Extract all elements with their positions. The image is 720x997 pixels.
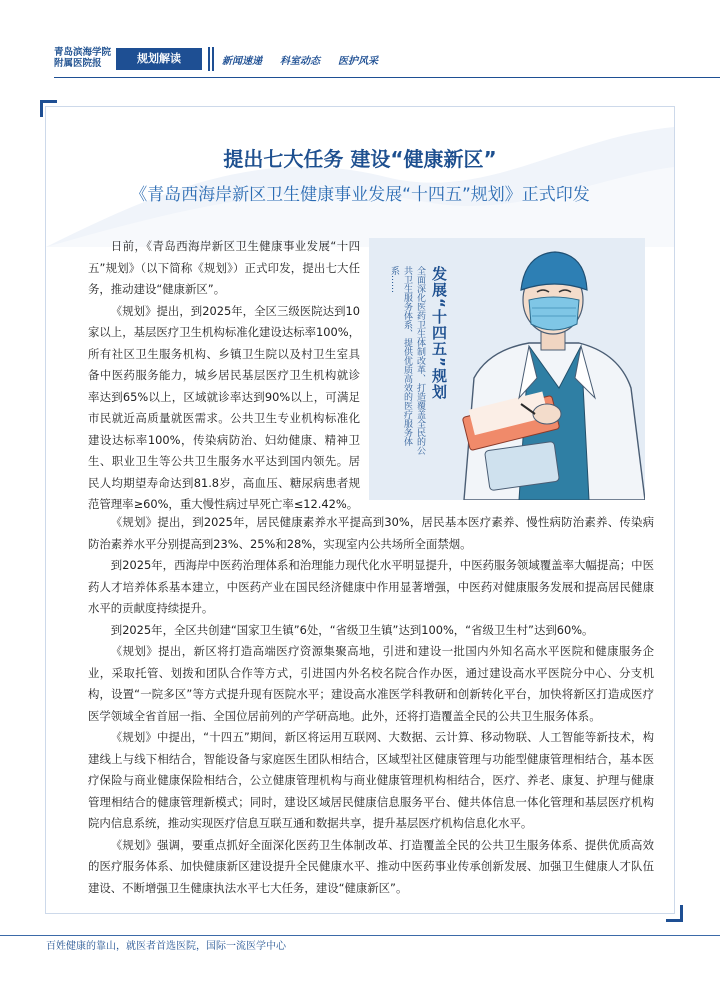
body-paragraph: 《规划》强调，要重点抓好全面深化医药卫生体制改革、打造覆盖全民的公共卫生服务体系、提供优质高效的医疗服务体系、加快健康新区建设提升全民健康水平、推动中医药事业传承创新发展、加强卫生健康人才队伍建设、不断增强卫生健康执法水平七大任务，建设“健康新区”。 (88, 837, 654, 895)
logo-line-2: 附属医院报 (54, 58, 102, 69)
divider-bars (208, 47, 214, 71)
decorative-wave (46, 107, 674, 247)
footer-slogan: 百姓健康的靠山，就医者首选医院，国际一流医学中心 (46, 941, 286, 952)
header-rule (54, 77, 720, 78)
article-title: 提出七大任务 建设“健康新区” (223, 147, 497, 171)
footer-rule (0, 935, 720, 936)
nav-item-news[interactable]: 新闻速递 (222, 56, 262, 67)
body-paragraph: 《规划》中提出，“十四五”期间，新区将运用互联网、大数据、云计算、移动物联、人工智能等新技术，构建线上与线下相结合，智能设备与家庭医生团队相结合，区域型社区健康管理与功能型健康管理相结合，基本医疗保险与商业健康保险相结合，公立健康管理机构与商业健康管理机构相结合，医疗、养老、康复、护理与健康管理相结合的健康管理新模式；同时，建设区域居民健康信息服务平台、健共体信息一体化管理和基层医疗机构院内信息系统，推动实现医疗信息互联互通和数据共享，提升基层医疗机构信息化水平。 (88, 730, 654, 830)
section-tab[interactable]: 规划解读 (116, 48, 202, 70)
nav-item-departments[interactable]: 科室动态 (280, 56, 320, 67)
illustration-title: 发展“十四五”规划 (430, 266, 448, 400)
intro-column (88, 236, 360, 516)
intro-paragraph: 日前，《青岛西海岸新区卫生健康事业发展“十四五”规划》（以下简称《规划》）正式印发，提出七大任务，推动建设“健康新区”。 (88, 239, 360, 296)
nav-item-staff[interactable]: 医护风采 (338, 56, 378, 67)
body-paragraph: 《规划》提出，新区将打造高端医疗资源集聚高地，引进和建设一批国内外知名高水平医院和健康服务企业，采取托管、划拨和团队合作等方式，引进国内外名校名院合作办医，通过建设高水平医院分中心、分支机构，设置“一院多区”等方式提升现有医院水平；建设高水准医学科教研和创新转化平台，加快将新区打造成医疗医学领域全省首屈一指、全国位居前列的产学研高地。此外，还将打造覆盖全民的公共卫生服务体系。 (88, 644, 654, 723)
body-paragraph: 《规划》提出，到2025年，居民健康素养水平提高到30%，居民基本医疗素养、慢性病防治素养、传染病防治素养水平分别提高到23%、25%和28%，实现室内公共场所全面禁烟。 (88, 515, 654, 551)
full-width-column (88, 512, 654, 899)
face-mask (529, 297, 579, 330)
frame-corner-bottom-right (666, 905, 683, 922)
article-subtitle: 《青岛西海岸新区卫生健康事业发展“十四五”规划》正式印发 (130, 185, 590, 205)
hospital-logo (54, 47, 111, 69)
body-paragraph: 到2025年，西海岸中医药治理体系和治理能力现代化水平明显提升，中医药服务领域覆盖率大幅提高；中医药人才培养体系基本建立，中医药产业在国民经济健康中作用显著增强，中医药对健康服务发展和提高居民健康水平的贡献度持续提升。 (88, 558, 654, 615)
section-nav (222, 52, 378, 67)
logo-line-1: 青岛滨海学院 (54, 47, 112, 58)
page-header (0, 0, 720, 80)
illustration-description: 全面深化医药卫生体制改革、打造覆盖全民的公共卫生服务体系、提供优质高效的医疗服务体系…… (389, 266, 425, 455)
body-paragraph: 到2025年，全区共创建“国家卫生镇”6处，“省级卫生镇”达到100%，“省级卫生村”达到60%。 (110, 622, 594, 637)
intro-paragraph: 《规划》提出，到2025年，全区三级医院达到10家以上，基层医疗卫生机构标准化建设达标率100%，所有社区卫生服务机构、乡镇卫生院以及村卫生室具备中医药服务能力，城乡居民基层医疗卫生机构就诊率达到65%以上，区域就诊率达到90%以上，可满足市民就近高质量就医需求。公共卫生专业机构标准化建设达标率100%，传染病防治、妇幼健康、精神卫生、职业卫生等公共卫生服务水平达到国内领先。居民人均期望寿命达到81.8岁，高血压、糖尿病患者规范管理率≥60%，重大慢性病过早死亡率≤12.42%。 (88, 303, 360, 511)
